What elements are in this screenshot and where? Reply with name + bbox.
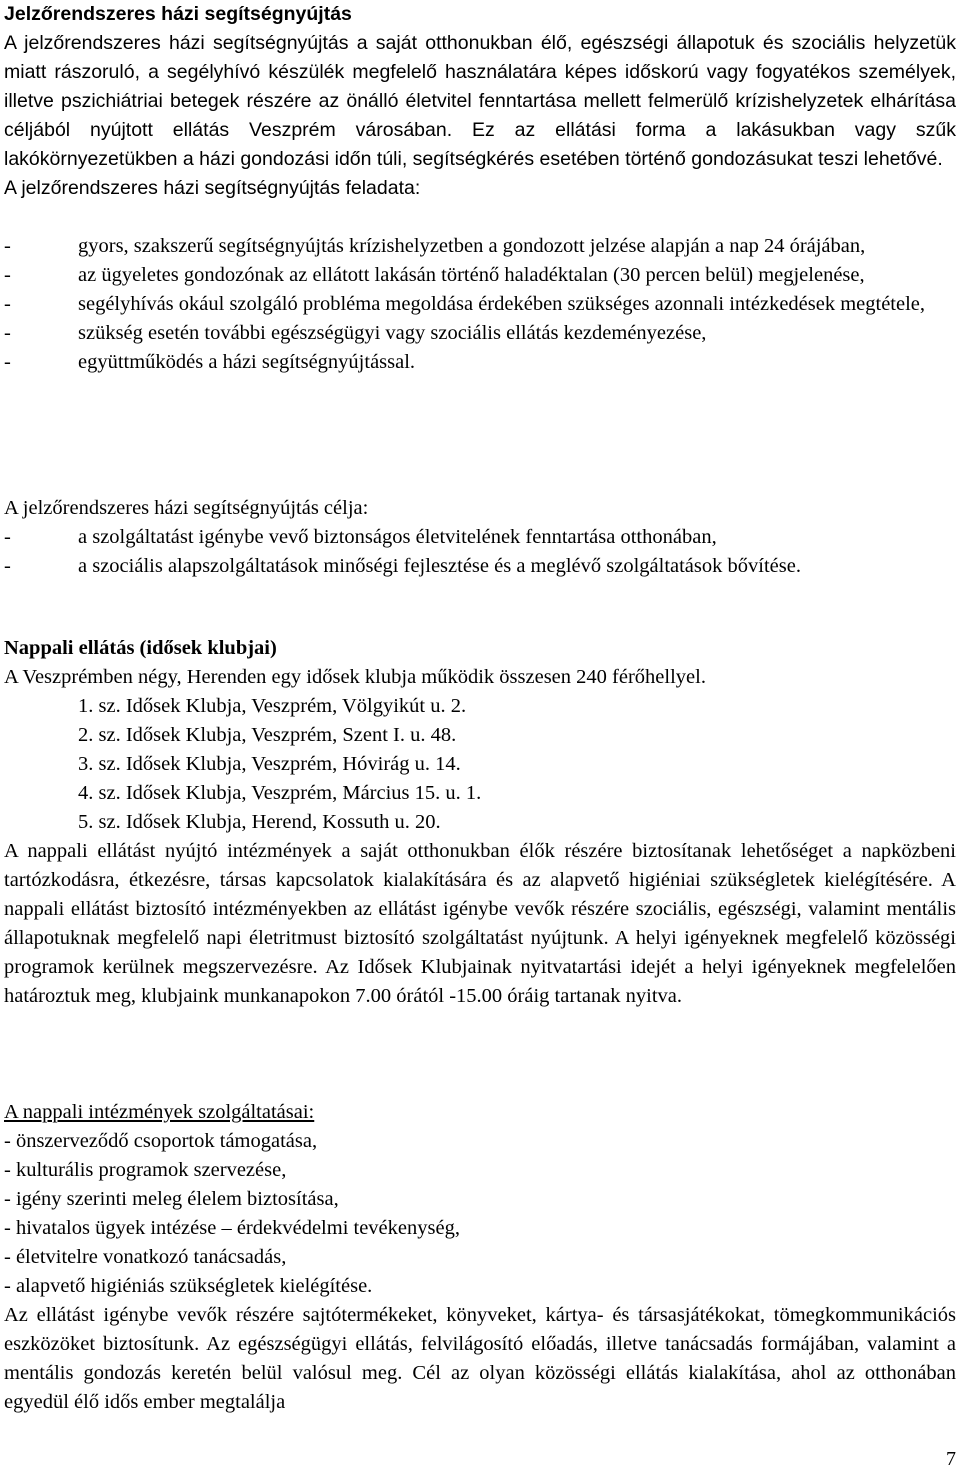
list-item: - segélyhívás okául szolgáló probléma megoldása érdekében szükséges azonnali intézkedések megtétele, [4,293,926,315]
services-block [4,1098,956,1417]
page-number: 7 [946,1448,956,1470]
list-item: - a szolgáltatást igénybe vevő biztonságos életvitelének fenntartása otthonában, [4,526,717,548]
list-item: 1. sz. Idősek Klubja, Veszprém, Völgyikút u. 2. [78,695,467,717]
section-heading: Nappali ellátás (idősek klubjai) [4,637,277,659]
goals-list [4,523,956,581]
list-item: - önszerveződő csoportok támogatása, [4,1130,318,1152]
closing-paragraph: Az ellátást igénybe vevők részére sajtótermékeket, könyveket, kártya- és társasjátékokat, tömegkommunikációs eszközöket biztosítunk. Az egészségügyi ellátás, felvilágosító előadás, illetve tanácsadás formájában, valamint a mentális gondozás keretén belül valósul meg. Cél az olyan közösségi ellátás kialakítása, ahol az otthonában egyedül élő idős ember megtalálja [4,1304,956,1413]
list-item: - igény szerinti meleg élelem biztosítása, [4,1188,339,1210]
goals-block [4,494,956,581]
list-item: - együttműködés a házi segítségnyújtással. [4,351,416,373]
day-care-description: A nappali ellátást nyújtó intézmények a saját otthonukban élők részére biztosítanak lehetőséget a napközbeni tartózkodásra, étkezésre, társas kapcsolatok kialakítására és az alapvető higiéniai szükségletek kielégítésére. A nappali ellátást biztosító intézményekben az ellátást igénybe vevők részére szociális, egészségi, valamint mentális állapotuknak megfelelő napi életritmust biztosító szolgáltatást nyújtunk. A helyi igényeknek megfelelő közösségi programok kerülnek megszervezésre. Az Idősek Klubjainak nyitvatartási idejét a helyi igényeknek megfelelően határoztuk meg, klubjaink munkanapokon 7.00 órától -15.00 óráig tartanak nyitva. [4,840,956,1007]
list-item: - gyors, szakszerű segítségnyújtás krízishelyzetben a gondozott jelzése alapján a nap 24 órájában, [4,235,866,257]
day-care-intro: A Veszprémben négy, Herenden egy idősek klubja működik összesen 240 férőhellyel. [4,666,706,688]
section-signal-system-care [4,0,956,203]
list-item: - hivatalos ügyek intézése – érdekvédelmi tevékenység, [4,1217,460,1239]
intro-paragraph: A jelzőrendszeres házi segítségnyújtás a saját otthonukban élő, egészségi állapotuk és szociális helyzetük miatt rászoruló, a segélyhívó készülék megfelelő használatára képes időskorú vagy fogyatékos személyek, illetve pszichiátriai betegek részére az önálló életvitel fenntartása mellett felmerülő krízishelyzetek elhárítása céljából nyújtott ellátás Veszprém városában. Ez az ellátási forma a lakásukban vagy szűk lakókörnyezetükben a házi gondozási időn túli, segítségkérés esetében történő gondozásukat teszi lehetővé. [4,32,956,170]
list-item: - kulturális programok szervezése, [4,1159,287,1181]
list-item: - a szociális alapszolgáltatások minőségi fejlesztése és a meglévő szolgáltatások bővítése. [4,555,801,577]
section-heading: Jelzőrendszeres házi segítségnyújtás [4,3,352,25]
tasks-title: A jelzőrendszeres házi segítségnyújtás feladata: [4,177,421,199]
services-list [4,1127,956,1301]
list-item: 2. sz. Idősek Klubja, Veszprém, Szent I. u. 48. [78,724,457,746]
tasks-list [4,232,956,377]
list-item: - életvitelre vonatkozó tanácsadás, [4,1246,287,1268]
list-item: 5. sz. Idősek Klubja, Herend, Kossuth u. 20. [78,811,441,833]
list-item: 3. sz. Idősek Klubja, Veszprém, Hóvirág u. 14. [78,753,461,775]
section-day-care [4,634,956,1011]
services-title: A nappali intézmények szolgáltatásai: [4,1101,315,1123]
list-item: - szükség esetén további egészségügyi vagy szociális ellátás kezdeményezése, [4,322,707,344]
tasks-list-block [4,232,956,377]
list-item: - alapvető higiéniás szükségletek kielégítése. [4,1275,373,1297]
list-item: 4. sz. Idősek Klubja, Veszprém, Március 15. u. 1. [78,782,482,804]
clubs-list [4,692,956,837]
list-item: - az ügyeletes gondozónak az ellátott lakásán történő haladéktalan (30 percen belül) megjelenése, [4,264,865,286]
goals-title: A jelzőrendszeres házi segítségnyújtás célja: [4,497,369,519]
